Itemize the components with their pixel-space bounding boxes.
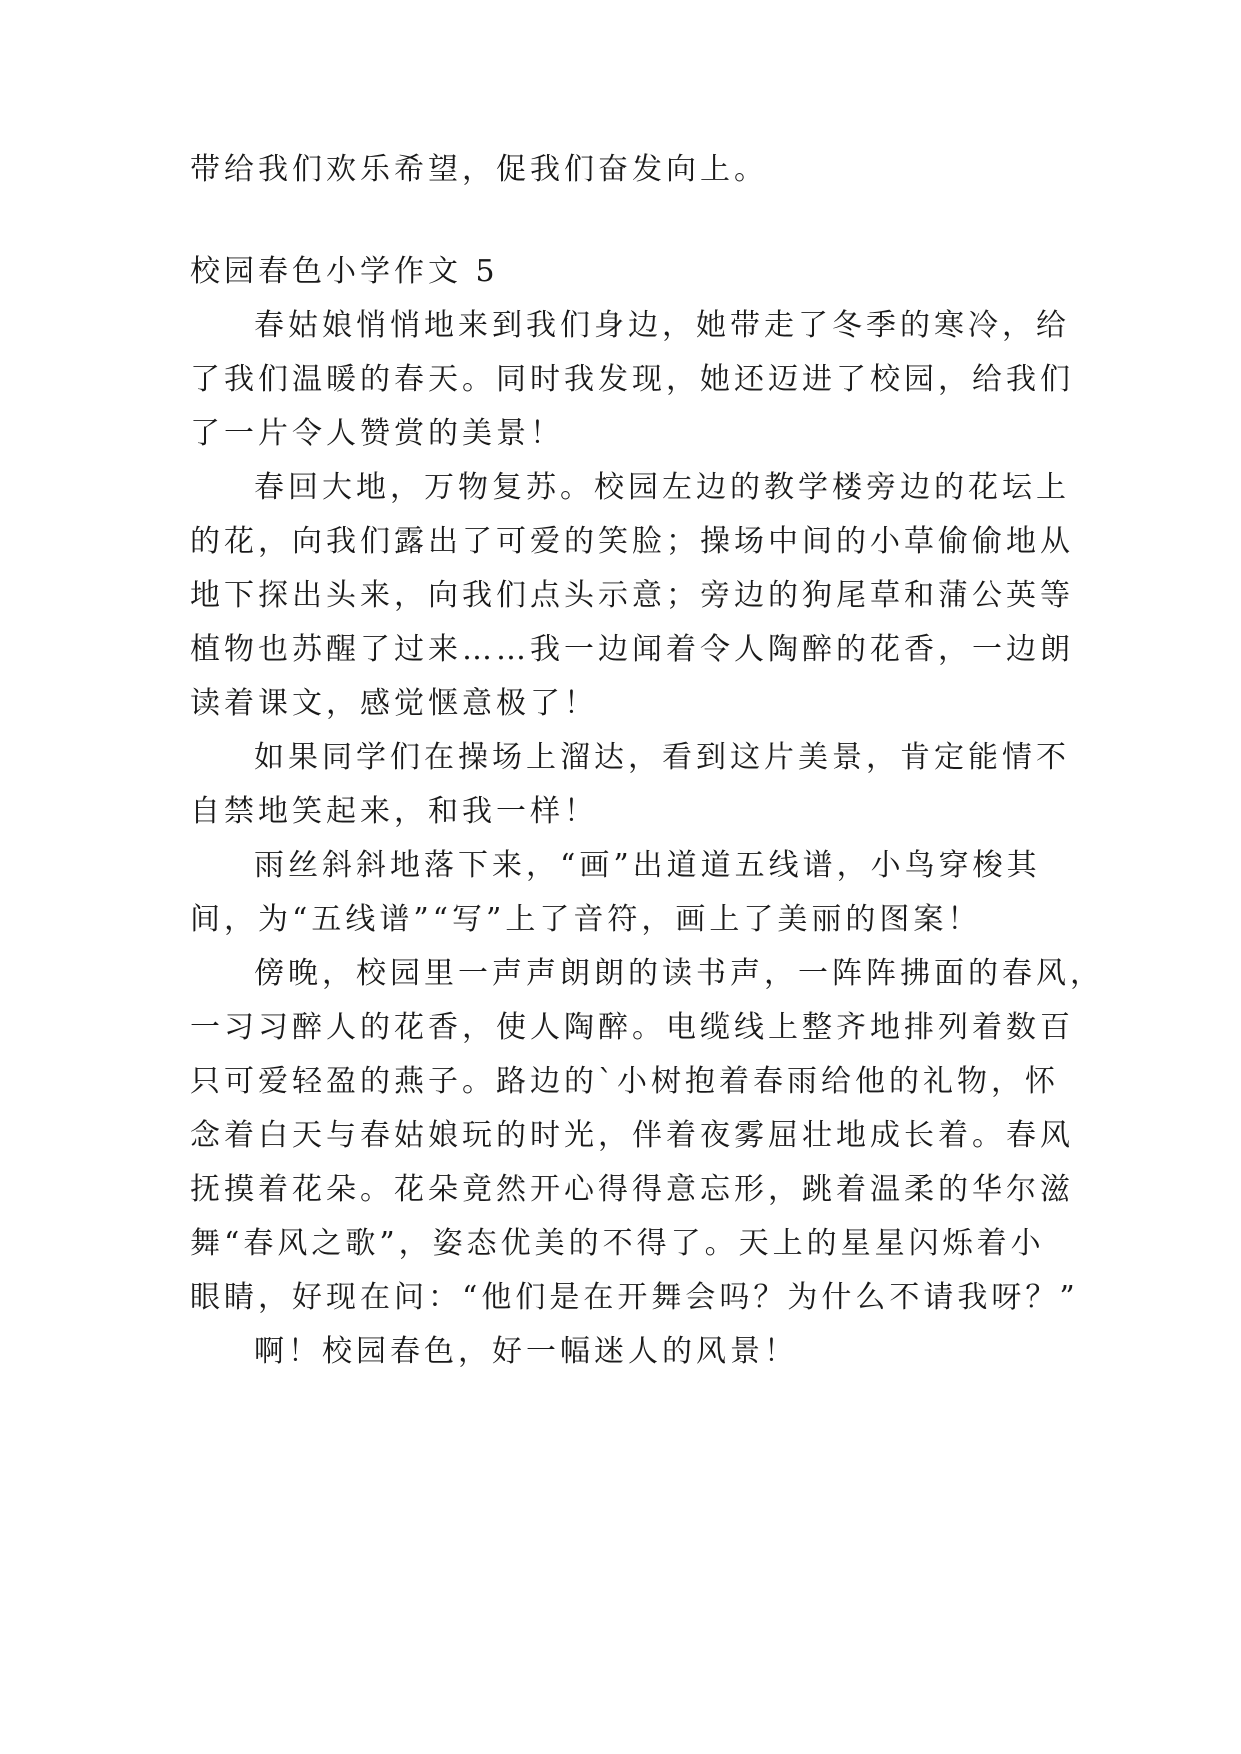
paragraph-5-line-7: 眼睛，好现在问：“他们是在开舞会吗？为什么不请我呀？” xyxy=(190,1280,1079,1315)
paragraph-4-line-1: 雨丝斜斜地落下来，“画”出道道五线谱，小鸟穿梭其 xyxy=(254,848,1041,883)
paragraph-1-line-1: 春姑娘悄悄地来到我们身边，她带走了冬季的寒冷，给 xyxy=(254,308,1070,343)
paragraph-4-line-2: 间，为“五线谱”“写”上了音符，画上了美丽的图案！ xyxy=(190,902,982,937)
paragraph-5-line-5: 抚摸着花朵。花朵竟然开心得得意忘形，跳着温柔的华尔滋 xyxy=(190,1172,1074,1207)
paragraph-2-line-3: 地下探出头来，向我们点头示意；旁边的狗尾草和蒲公英等 xyxy=(190,578,1074,613)
paragraph-3-line-1: 如果同学们在操场上溜达，看到这片美景，肯定能情不 xyxy=(254,740,1070,775)
paragraph-6-line-1: 啊！校园春色，好一幅迷人的风景！ xyxy=(254,1334,798,1369)
paragraph-2-line-5: 读着课文，感觉惬意极了！ xyxy=(190,686,598,721)
paragraph-5-line-2: 一习习醉人的花香，使人陶醉。电缆线上整齐地排列着数百 xyxy=(190,1010,1074,1045)
paragraph-1-line-2: 了我们温暖的春天。同时我发现，她还迈进了校园，给我们 xyxy=(190,362,1074,397)
paragraph-5-line-3: 只可爱轻盈的燕子。路边的`小树抱着春雨给他的礼物，怀 xyxy=(190,1064,1059,1099)
essay-heading: 校园春色小学作文 5 xyxy=(190,254,499,289)
paragraph-5-line-1: 傍晚，校园里一声声朗朗的读书声，一阵阵拂面的春风， xyxy=(254,956,1104,991)
paragraph-5-line-4: 念着白天与春姑娘玩的时光，伴着夜雾屈壮地成长着。春风 xyxy=(190,1118,1074,1153)
paragraph-2-line-1: 春回大地，万物复苏。校园左边的教学楼旁边的花坛上 xyxy=(254,470,1070,505)
paragraph-2-line-2: 的花，向我们露出了可爱的笑脸；操场中间的小草偷偷地从 xyxy=(190,524,1074,559)
paragraph-line-closing-previous: 带给我们欢乐希望，促我们奋发向上。 xyxy=(190,152,768,187)
paragraph-2-line-4: 植物也苏醒了过来……我一边闻着令人陶醉的花香，一边朗 xyxy=(190,632,1074,667)
paragraph-1-line-3: 了一片令人赞赏的美景！ xyxy=(190,416,564,451)
paragraph-3-line-2: 自禁地笑起来，和我一样！ xyxy=(190,794,598,829)
paragraph-5-line-6: 舞“春风之歌”，姿态优美的不得了。天上的星星闪烁着小 xyxy=(190,1226,1045,1261)
